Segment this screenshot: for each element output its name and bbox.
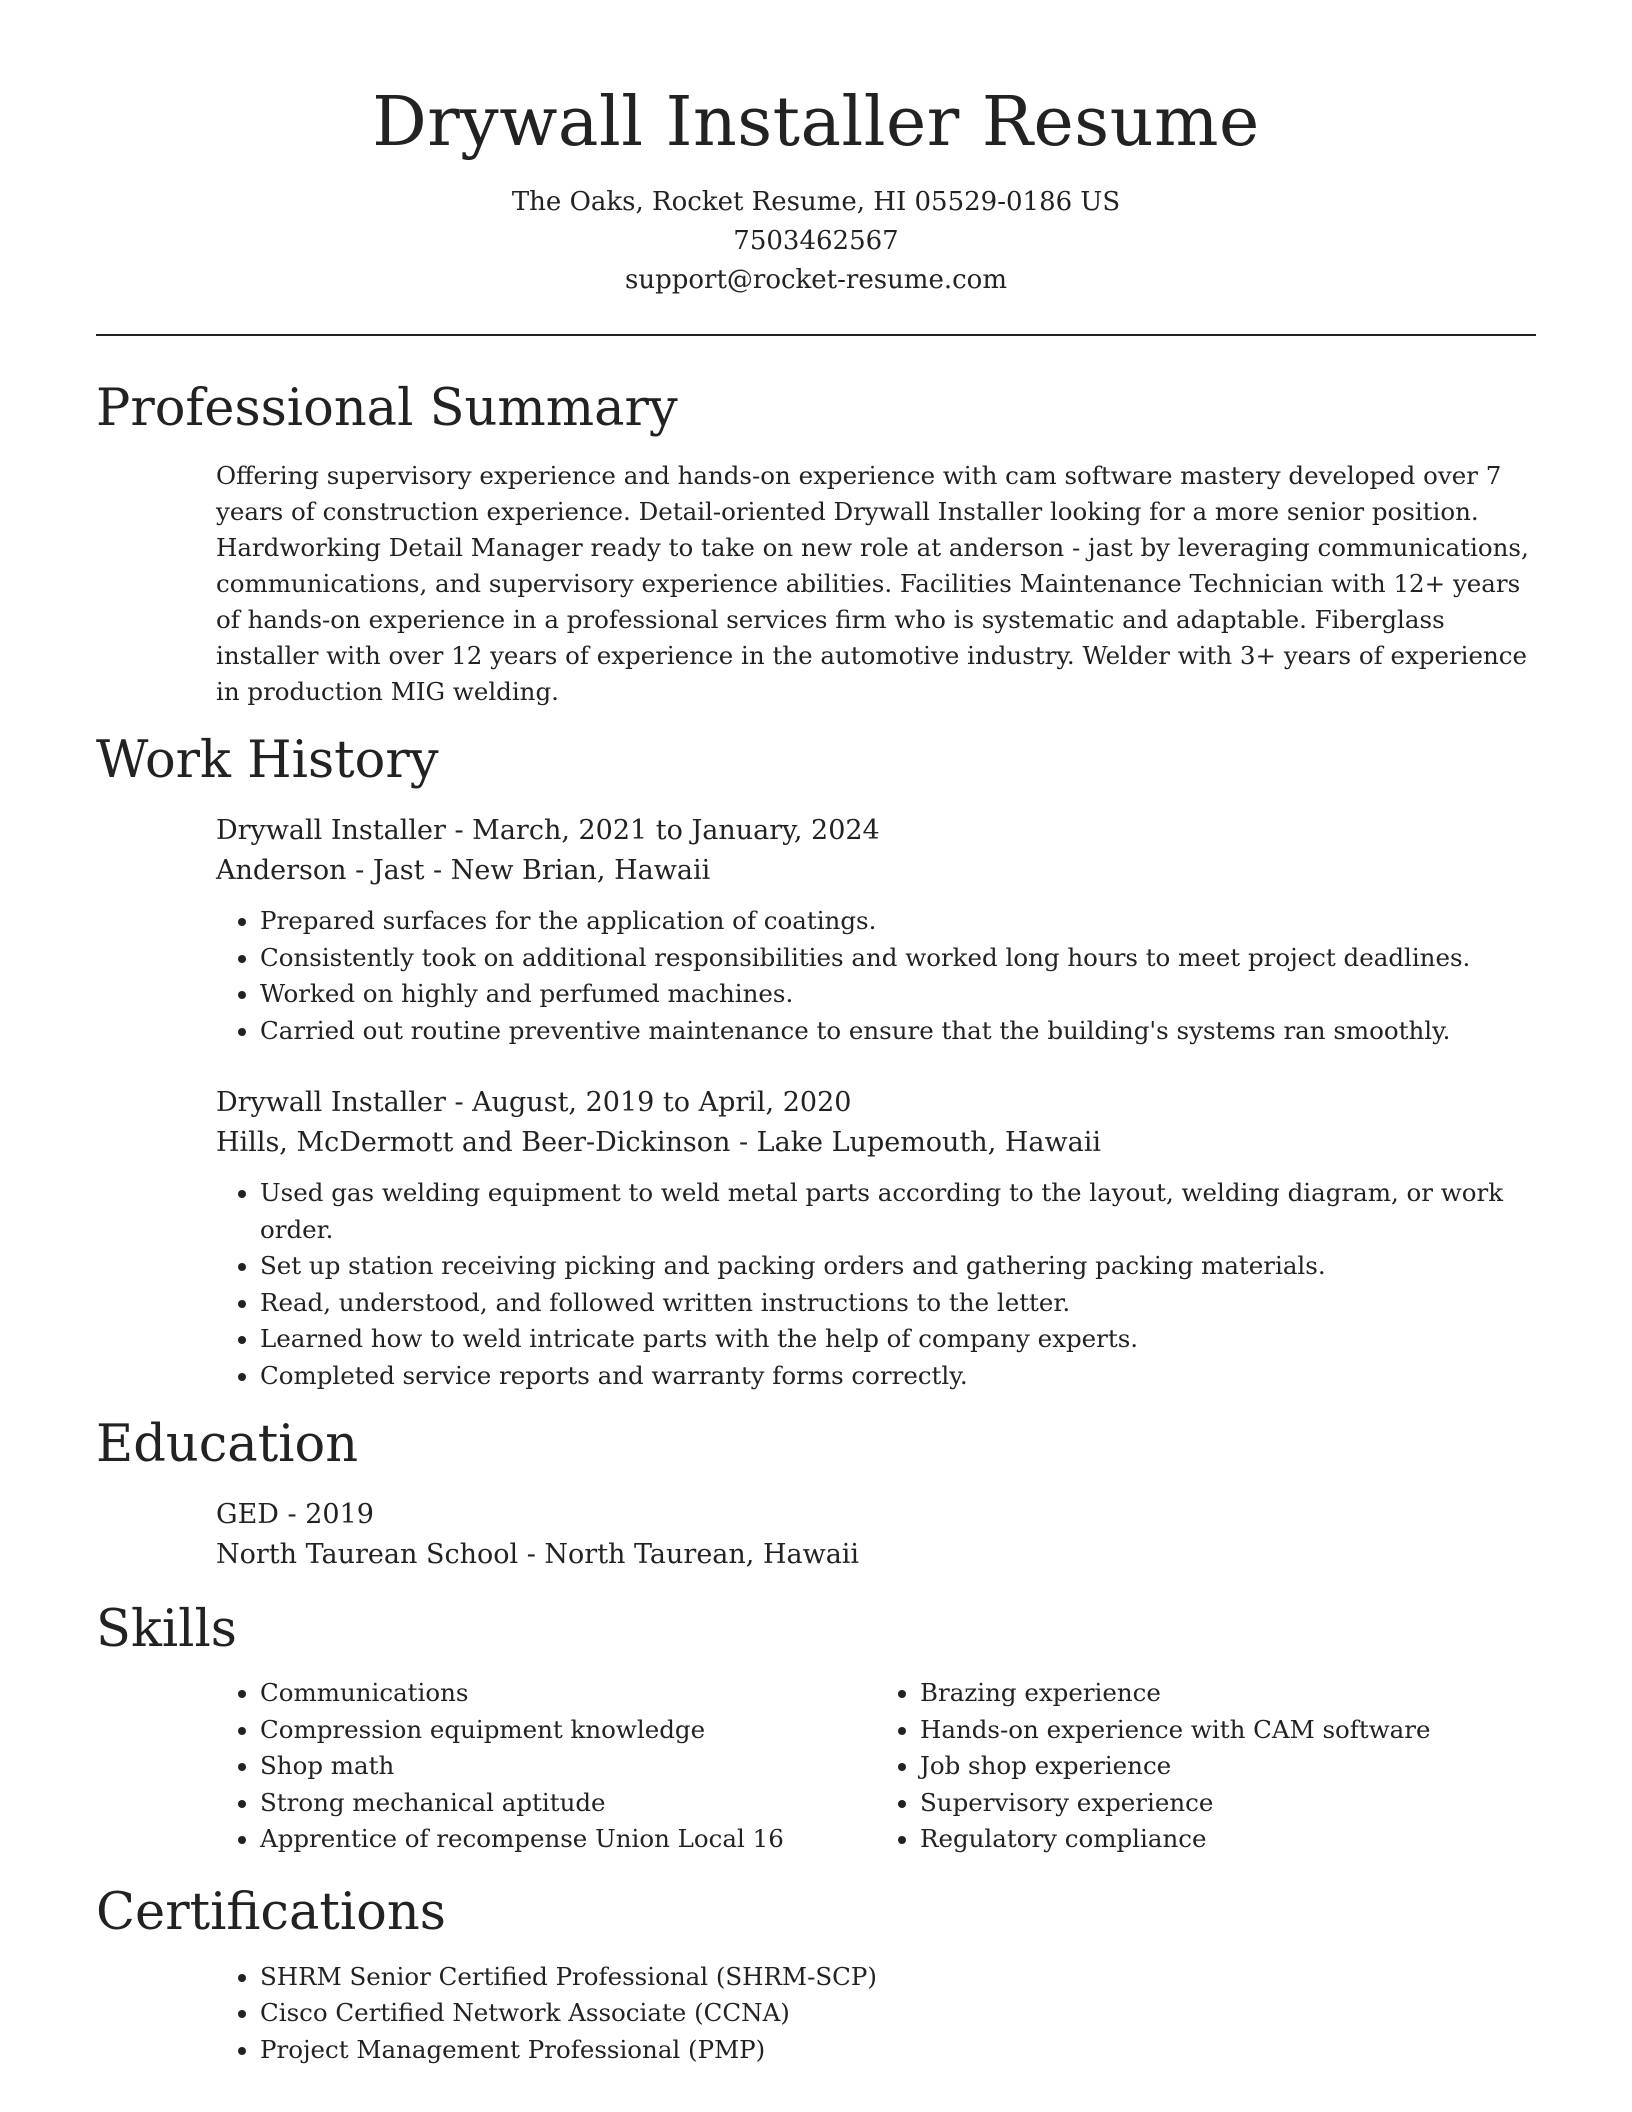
education-entry (96, 1495, 1536, 1575)
list-item: • Brazing experience (920, 1675, 1536, 1712)
skills-list-right (876, 1675, 1536, 1858)
list-item: • Apprentice of recompense Union Local 16 (260, 1821, 876, 1858)
list-item: • Supervisory experience (920, 1785, 1536, 1822)
education-degree-year: GED - 2019 (216, 1498, 374, 1530)
section-skills (96, 1601, 1536, 1858)
list-item: • Strong mechanical aptitude (260, 1785, 876, 1822)
list-item: • Set up station receiving picking and packing orders and gathering packing materials. (260, 1248, 1536, 1285)
list-item: • Carried out routine preventive maintenance to ensure that the building's systems ran smoothly. (260, 1013, 1536, 1050)
list-item: • Hands-on experience with CAM software (920, 1712, 1536, 1749)
list-item: • Prepared surfaces for the application of coatings. (260, 903, 1536, 940)
list-item: • Completed service reports and warranty forms correctly. (260, 1358, 1536, 1395)
job-duties-list (216, 1175, 1536, 1394)
job-entry (96, 811, 1536, 1049)
resume-header (96, 0, 1536, 300)
list-item: • Worked on highly and perfumed machines. (260, 976, 1536, 1013)
section-title-work: Work History (96, 731, 439, 791)
skills-grid (96, 1675, 1536, 1858)
section-work-history (96, 732, 1536, 1394)
job-entry (96, 1083, 1536, 1394)
contact-address: The Oaks, Rocket Resume, HI 05529-0186 US (511, 186, 1121, 217)
section-title-summary: Professional Summary (96, 378, 678, 438)
section-title-skills: Skills (96, 1599, 237, 1659)
resume-title: Drywall Installer Resume (372, 83, 1260, 162)
list-item: • Consistently took on additional responsibilities and worked long hours to meet project deadlines. (260, 940, 1536, 977)
contact-email: support@rocket-resume.com (624, 264, 1007, 295)
job-title-dates: Drywall Installer - March, 2021 to January, 2024 (216, 815, 880, 847)
education-school-location: North Taurean School - North Taurean, Hawaii (216, 1538, 860, 1570)
section-certifications (96, 1884, 1536, 2068)
section-professional-summary (96, 380, 1536, 711)
section-title-education: Education (96, 1415, 359, 1475)
list-item: • Read, understood, and followed written instructions to the letter. (260, 1285, 1536, 1322)
job-duties-list (216, 903, 1536, 1049)
job-employer-location: Anderson - Jast - New Brian, Hawaii (216, 855, 711, 887)
certifications-block (96, 1959, 1536, 2069)
section-title-certifications: Certifications (96, 1882, 446, 1942)
skills-list-left (216, 1675, 876, 1858)
job-title-dates: Drywall Installer - August, 2019 to April, 2020 (216, 1087, 852, 1119)
list-item: • Shop math (260, 1748, 876, 1785)
list-item: • Learned how to weld intricate parts with the help of company experts. (260, 1321, 1536, 1358)
list-item: • Regulatory compliance (920, 1821, 1536, 1858)
list-item: • Cisco Certified Network Associate (CCNA) (260, 1995, 1536, 2032)
header-divider (96, 334, 1536, 336)
list-item: • Communications (260, 1675, 876, 1712)
contact-phone: 7503462567 (733, 225, 899, 256)
list-item: • SHRM Senior Certified Professional (SHRM-SCP) (260, 1959, 1536, 1996)
list-item: • Job shop experience (920, 1748, 1536, 1785)
list-item: • Used gas welding equipment to weld metal parts according to the layout, welding diagram, or work order. (260, 1175, 1536, 1248)
certifications-list (216, 1959, 1536, 2069)
list-item: • Project Management Professional (PMP) (260, 2032, 1536, 2069)
section-education (96, 1416, 1536, 1575)
job-employer-location: Hills, McDermott and Beer-Dickinson - Lake Lupemouth, Hawaii (216, 1127, 1101, 1159)
summary-text: Offering supervisory experience and hands-on experience with cam software mastery developed over 7 years of construction experience. Detail-oriented Drywall Installer looking for a more senior position. Hardworking Detail Manager ready to take on new role at anderson - jast by leveraging communications, communications, and supervisory experience abilities. Facilities Maintenance Technician with 12+ years of hands-on experience in a professional services firm who is systematic and adaptable. Fiberglass installer with over 12 years of experience in the automotive industry. Welder with 3+ years of experience in production MIG welding. (216, 461, 1529, 707)
list-item: • Compression equipment knowledge (260, 1712, 876, 1749)
